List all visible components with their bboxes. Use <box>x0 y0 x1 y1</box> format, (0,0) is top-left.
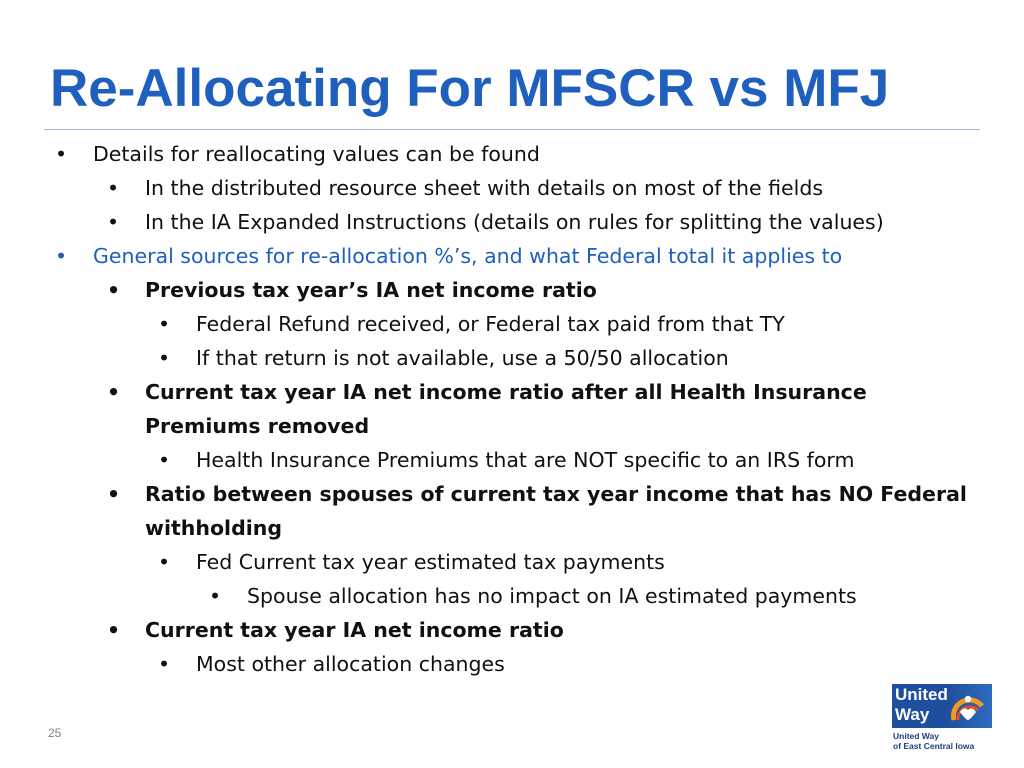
bullet-text: Current tax year IA net income ratio after all Health Insurance Premiums removed <box>145 380 867 438</box>
bullet-marker: • <box>107 210 120 234</box>
bullet-item <box>0 613 1024 647</box>
bullet-item <box>0 205 1024 239</box>
bullet-text: General sources for re-allocation %’s, and what Federal total it applies to <box>93 244 843 268</box>
bullet-marker: • <box>209 584 222 608</box>
bullet-item <box>0 443 1024 477</box>
logo-caption-line2: of East Central Iowa <box>893 741 975 751</box>
title-divider <box>44 129 980 130</box>
bullet-marker: • <box>158 550 171 574</box>
slide-title: Re-Allocating For MFSCR vs MFJ <box>50 59 890 118</box>
hand-rainbow-icon <box>948 686 988 726</box>
bullet-text: Details for reallocating values can be found <box>93 142 540 166</box>
bullet-text: Most other allocation changes <box>196 652 505 676</box>
united-way-logo <box>892 684 992 754</box>
bullet-item <box>0 239 1024 273</box>
bullet-item <box>0 273 1024 307</box>
bullet-text: Ratio between spouses of current tax year income that has NO Federal withholding <box>145 482 967 540</box>
bullet-item <box>0 545 1024 579</box>
bullet-text: If that return is not available, use a 50/50 allocation <box>196 346 729 370</box>
bullet-marker: • <box>55 142 68 166</box>
bullet-marker: • <box>158 448 171 472</box>
bullet-list <box>0 137 1024 681</box>
bullet-item <box>0 647 1024 681</box>
bullet-text: In the distributed resource sheet with details on most of the fields <box>145 176 824 200</box>
logo-caption-line1: United Way <box>893 731 939 741</box>
bullet-text: Health Insurance Premiums that are NOT specific to an IRS form <box>196 448 855 472</box>
bullet-marker: • <box>55 244 68 268</box>
bullet-text: Federal Refund received, or Federal tax paid from that TY <box>196 312 785 336</box>
logo-wordmark <box>895 685 948 725</box>
bullet-item <box>0 171 1024 205</box>
bullet-item <box>0 137 1024 171</box>
logo-caption <box>893 731 974 751</box>
bullet-marker: • <box>107 618 121 642</box>
bullet-text: Previous tax year’s IA net income ratio <box>145 278 597 302</box>
bullet-marker: • <box>107 278 121 302</box>
page-number: 25 <box>48 726 62 740</box>
bullet-marker: • <box>107 482 121 506</box>
bullet-text: Current tax year IA net income ratio <box>145 618 564 642</box>
bullet-marker: • <box>158 312 171 336</box>
bullet-marker: • <box>107 176 120 200</box>
logo-wordmark-line2: Way <box>895 705 930 724</box>
bullet-text: Fed Current tax year estimated tax payments <box>196 550 665 574</box>
bullet-text: In the IA Expanded Instructions (details on rules for splitting the values) <box>145 210 884 234</box>
bullet-item <box>0 375 985 443</box>
bullet-marker: • <box>158 652 171 676</box>
bullet-item <box>0 341 1024 375</box>
bullet-item <box>0 579 1024 613</box>
bullet-text: Spouse allocation has no impact on IA estimated payments <box>247 584 857 608</box>
logo-wordmark-line1: United <box>895 685 948 704</box>
bullet-marker: • <box>158 346 171 370</box>
logo-badge <box>892 684 992 728</box>
bullet-item <box>0 477 985 545</box>
bullet-item <box>0 307 1024 341</box>
bullet-marker: • <box>107 380 121 404</box>
